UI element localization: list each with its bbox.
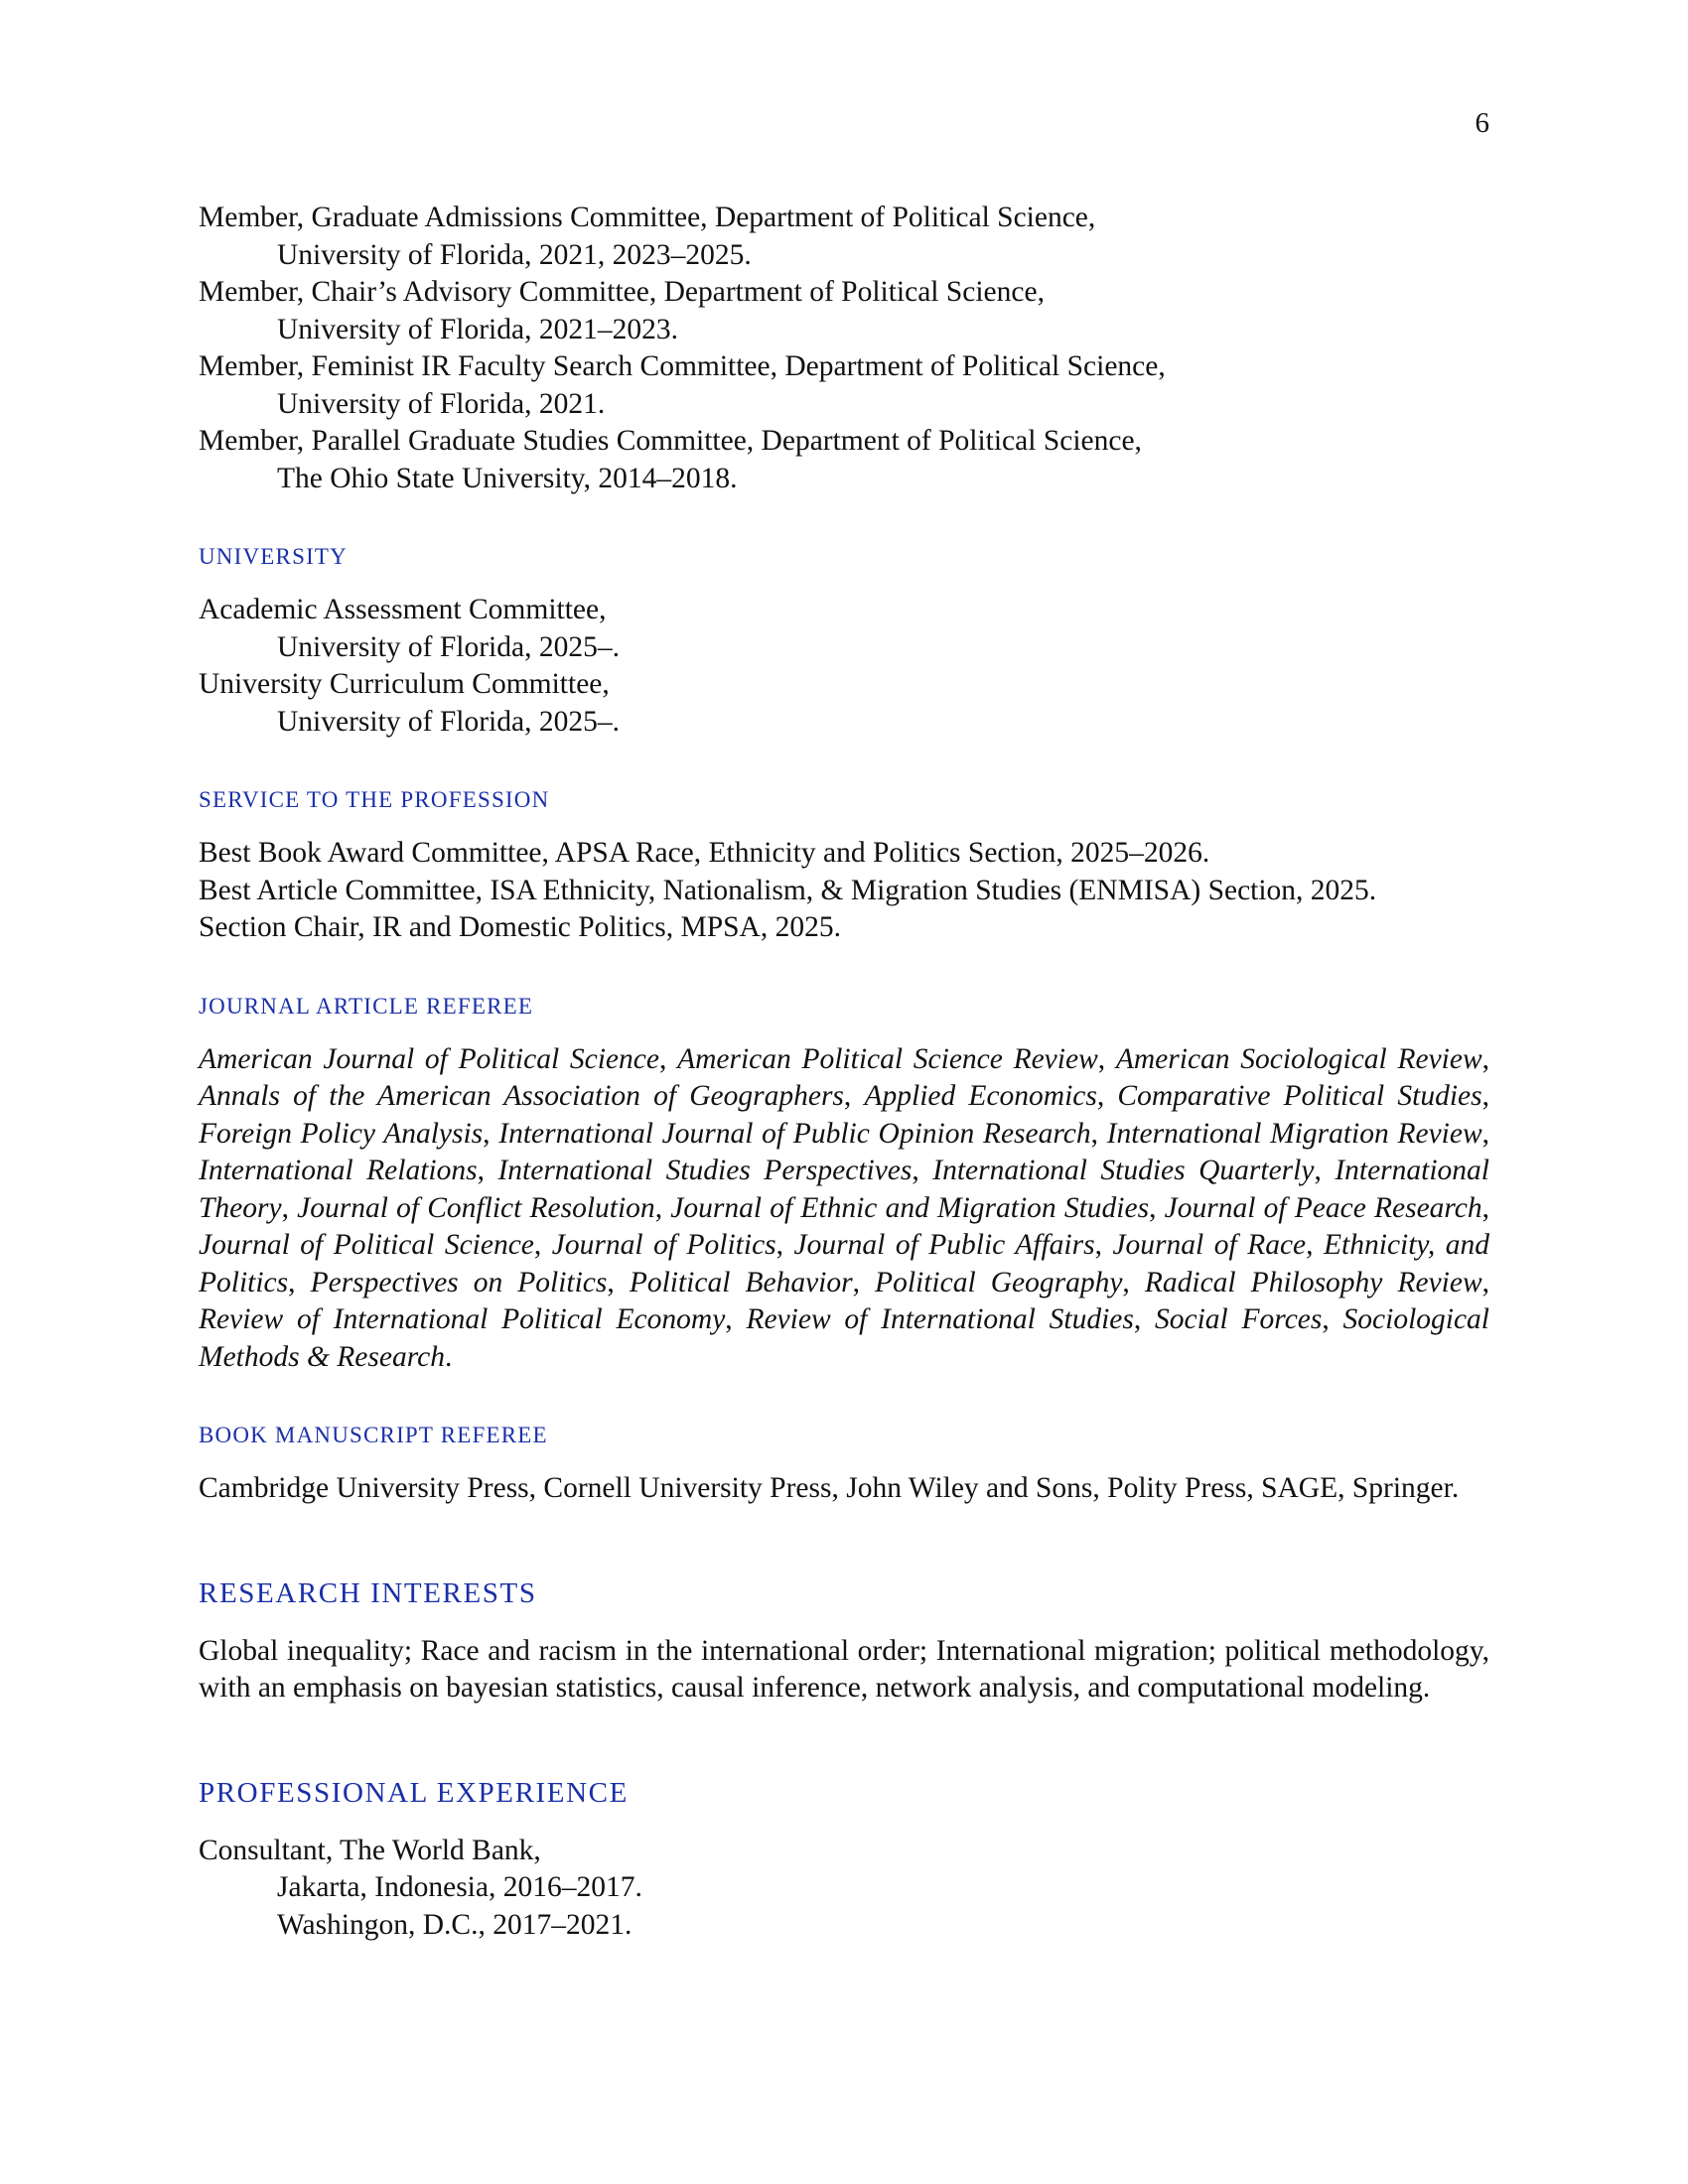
journal-title: Review of International Studies [746, 1303, 1134, 1335]
committee-title: Member, Chair’s Advisory Committee, Department of Political Science, [199, 276, 1045, 308]
university-entry [199, 592, 1489, 666]
committee-entry [199, 274, 1489, 348]
journal-title: Foreign Policy Analysis [199, 1117, 484, 1150]
committee-detail: University of Florida, 2021–2023. [277, 313, 678, 345]
research-interests-heading: RESEARCH INTERESTS [199, 1576, 537, 1609]
journal-title: Applied Economics [864, 1080, 1097, 1112]
journal-title: American Political Science Review [677, 1042, 1098, 1075]
university-entry [199, 666, 1489, 741]
university-detail: University of Florida, 2025–. [277, 705, 620, 738]
university-title: University Curriculum Committee, [199, 668, 610, 700]
journal-title: International Migration Review [1106, 1117, 1482, 1150]
journal-title: Social Forces [1155, 1303, 1323, 1335]
journal-title: International Studies Quarterly [932, 1155, 1315, 1186]
committee-title: Member, Feminist IR Faculty Search Committee, Department of Political Science, [199, 350, 1166, 382]
journal-title: Radical Philosophy Review [1144, 1266, 1482, 1298]
journal-title: Journal of Public Affairs [793, 1229, 1095, 1261]
university-heading: UNIVERSITY [199, 544, 348, 569]
university-detail: University of Florida, 2025–. [277, 630, 620, 663]
journal-referee-list: American Journal of Political Science, American Political Science Review, American Sociological Review, Annals of the American Association of Geographers, Applied Economics, Comparative Political Studies, Foreign Policy Analysis, International Journal of Public Opinion Research, International Migration Review, International Relations, International Studies Perspectives, International Studies Quarterly, International Theory, Journal of Conflict Resolution, Journal of Ethnic and Migration Studies, Journal of Peace Research, Journal of Political Science, Journal of Politics, Journal of Public Affairs, Journal of Race, Ethnicity, and Politics, Perspectives on Politics, Political Behavior, Political Geography, Radical Philosophy Review, Review of International Political Economy, Review of International Studies, Social Forces, Sociological Methods & Research. [199, 1042, 1490, 1373]
journal-title: American Journal of Political Science [199, 1042, 659, 1075]
committee-entry [199, 348, 1489, 423]
journal-title: Perspectives on Politics [310, 1266, 608, 1298]
experience-entry [199, 1833, 1489, 1945]
experience-location: Washingon, D.C., 2017–2021. [277, 1908, 633, 1941]
journal-title: International Journal of Public Opinion Research [498, 1117, 1091, 1150]
journal-title: Review of International Political Economy [199, 1303, 726, 1335]
journal-referee-heading: JOURNAL ARTICLE REFEREE [199, 993, 534, 1019]
professional-experience-heading: PROFESSIONAL EXPERIENCE [199, 1776, 629, 1809]
research-interests-text: Global inequality; Race and racism in the international order; International migration; political methodology, with an emphasis on bayesian statistics, causal inference, network analysis, and computational modeling. [199, 1634, 1489, 1704]
journal-title: Journal of Conflict Resolution [297, 1191, 655, 1224]
book-referee-text: Cambridge University Press, Cornell University Press, John Wiley and Sons, Polity Press, SAGE, Springer. [199, 1472, 1460, 1504]
cv-content [199, 200, 1489, 1944]
journal-title: International Studies Perspectives [497, 1155, 913, 1186]
journal-title: Sociological Methods & Research [199, 1303, 1490, 1373]
book-referee-heading: BOOK MANUSCRIPT REFEREE [199, 1423, 548, 1447]
service-entry: Section Chair, IR and Domestic Politics, MPSA, 2025. [199, 911, 841, 943]
committee-detail: University of Florida, 2021. [277, 387, 606, 420]
journal-title: International Theory [199, 1155, 1489, 1224]
committee-entry [199, 200, 1489, 274]
journal-title: Journal of Political Science [199, 1229, 534, 1261]
experience-location: Jakarta, Indonesia, 2016–2017. [277, 1871, 642, 1903]
journal-title: Journal of Peace Research [1164, 1191, 1482, 1224]
committee-entry [199, 423, 1489, 497]
journal-title: Journal of Ethnic and Migration Studies [670, 1191, 1150, 1224]
journal-title: American Sociological Review [1115, 1042, 1482, 1075]
journal-title: International Relations [199, 1155, 478, 1186]
service-list [199, 835, 1489, 947]
university-title: Academic Assessment Committee, [199, 594, 607, 625]
page-number: 6 [1475, 107, 1489, 139]
service-heading: SERVICE TO THE PROFESSION [199, 787, 550, 812]
committee-title: Member, Parallel Graduate Studies Committee, Department of Political Science, [199, 425, 1142, 457]
experience-title: Consultant, The World Bank, [199, 1834, 541, 1866]
journal-title: Comparative Political Studies [1117, 1080, 1482, 1112]
journal-title: Journal of Politics [551, 1229, 776, 1261]
service-entry: Best Article Committee, ISA Ethnicity, Nationalism, & Migration Studies (ENMISA) Section, 2025. [199, 874, 1377, 906]
committee-title: Member, Graduate Admissions Committee, Department of Political Science, [199, 202, 1096, 233]
university-list [199, 592, 1489, 741]
department-committees-list [199, 200, 1489, 497]
journal-title: Journal of Race, Ethnicity, and Politics [199, 1229, 1490, 1298]
journal-title: Annals of the American Association of Geographers [199, 1080, 844, 1112]
committee-detail: The Ohio State University, 2014–2018. [277, 462, 738, 494]
journal-title: Political Behavior [629, 1266, 853, 1298]
service-entry: Best Book Award Committee, APSA Race, Ethnicity and Politics Section, 2025–2026. [199, 837, 1210, 869]
committee-detail: University of Florida, 2021, 2023–2025. [277, 238, 752, 271]
journal-title: Political Geography [875, 1266, 1123, 1298]
